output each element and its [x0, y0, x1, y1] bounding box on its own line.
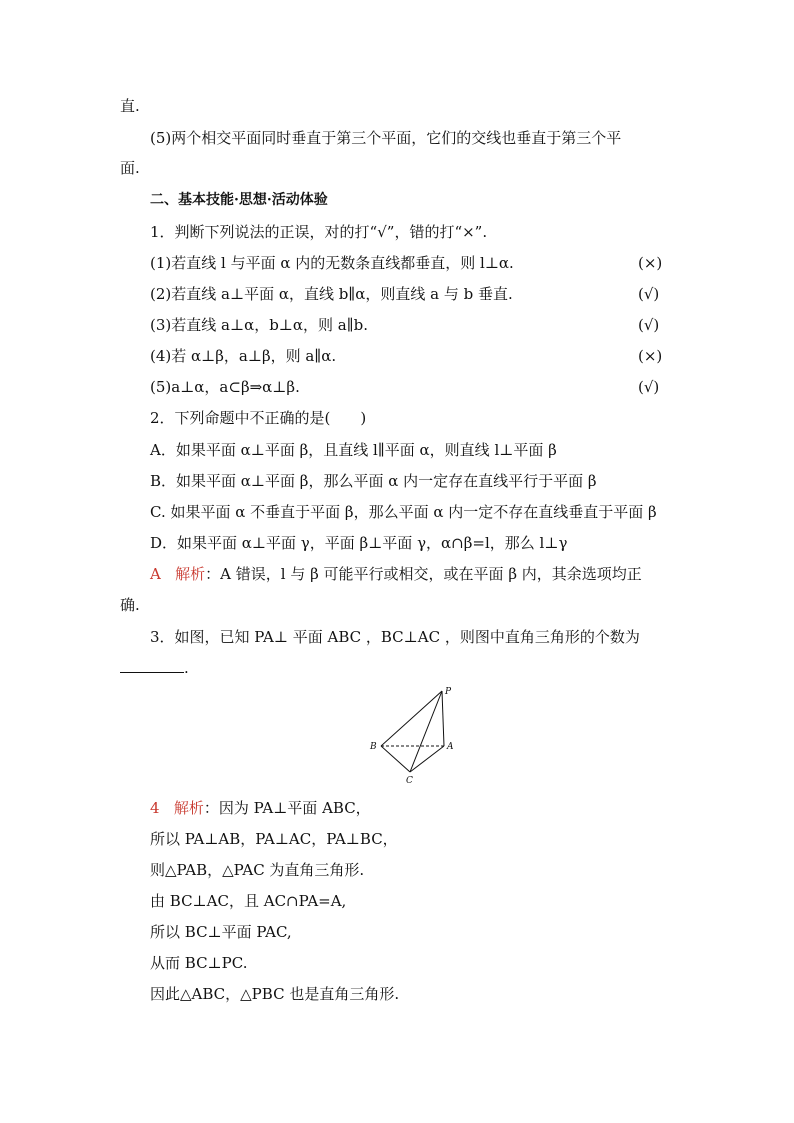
q1-item-3-mark: (√): [638, 316, 660, 334]
continued-text: 直.: [120, 97, 140, 115]
q2-analysis-line1: [150, 564, 642, 584]
q1-item-4-text: (4)若 α⊥β，a⊥β，则 a∥α.: [150, 347, 337, 365]
q2-option-c: C. 如果平面 α 不垂直于平面 β，那么平面 α 内一定不存在直线垂直于平面 β: [150, 503, 657, 521]
q1-item-2-text: (2)若直线 a⊥平面 α，直线 b∥α，则直线 a 与 b 垂直.: [150, 285, 513, 303]
statement-5-line2: 面.: [120, 159, 140, 177]
edge-BC: [381, 746, 410, 772]
q1-item-2-mark: (√): [638, 285, 660, 303]
question-1-stem: 1．判断下列说法的正误，对的打“√”，错的打“×”.: [150, 223, 488, 241]
q2-option-d: D．如果平面 α⊥平面 γ，平面 β⊥平面 γ，α∩β=l，那么 l⊥γ: [150, 534, 568, 552]
label-A: A: [447, 742, 454, 752]
q3-analysis-line2: 所以 PA⊥AB，PA⊥AC，PA⊥BC，: [150, 830, 398, 848]
edge-PB: [381, 691, 442, 746]
q3-analysis-line4: 由 BC⊥AC，且 AC∩PA=A,: [150, 892, 347, 910]
q2-analysis-line2: 确.: [120, 596, 140, 614]
q2-analysis-label: 解析: [175, 565, 206, 583]
label-P: P: [445, 687, 452, 697]
question-2-stem: 2．下列命题中不正确的是( ): [150, 409, 367, 427]
section-heading: 二、基本技能·思想·活动体验: [150, 192, 328, 208]
q3-analysis-line3: 则△PAB，△PAC 为直角三角形.: [150, 861, 365, 879]
q3-analysis-line1: [150, 798, 371, 818]
edge-PA: [442, 691, 444, 746]
q3-analysis-label: 解析: [173, 799, 204, 817]
tetrahedron-figure: [366, 682, 466, 788]
q2-analysis-text: ：A 错误，l 与 β 可能平行或相交，或在平面 β 内，其余选项均正: [205, 565, 642, 583]
q3-answer: 4: [150, 799, 160, 817]
question-3-stem: 3．如图，已知 PA⊥ 平面 ABC ，BC⊥AC ，则图中直角三角形的个数为: [150, 628, 640, 646]
q1-item-4-mark: (×): [638, 347, 663, 365]
q3-analysis-text: ：因为 PA⊥平面 ABC，: [203, 799, 371, 817]
statement-5-line1: (5)两个相交平面同时垂直于第三个平面，它们的交线也垂直于第三个平: [150, 129, 622, 147]
q2-option-a: A．如果平面 α⊥平面 β，且直线 l∥平面 α，则直线 l⊥平面 β: [150, 441, 557, 459]
q1-item-3-text: (3)若直线 a⊥α，b⊥α，则 a∥b.: [150, 316, 369, 334]
q2-answer: A: [150, 565, 161, 583]
question-3-blank-line: [120, 658, 189, 678]
q1-item-1-text: (1)若直线 l 与平面 α 内的无数条直线都垂直，则 l⊥α.: [150, 254, 514, 272]
q3-analysis-line7: 因此△ABC，△PBC 也是直角三角形.: [150, 985, 400, 1003]
q1-item-1-mark: (×): [638, 254, 663, 272]
answer-blank: [120, 658, 184, 673]
q3-analysis-line6: 从而 BC⊥PC.: [150, 954, 248, 972]
q2-option-b: B．如果平面 α⊥平面 β，那么平面 α 内一定存在直线平行于平面 β: [150, 472, 597, 490]
q3-analysis-line5: 所以 BC⊥平面 PAC,: [150, 923, 292, 941]
q1-item-5-mark: (√): [638, 378, 660, 396]
label-C: C: [406, 776, 413, 786]
q1-item-5-text: (5)a⊥α，a⊂β⇒α⊥β.: [150, 378, 300, 396]
label-B: B: [370, 742, 377, 752]
question-3-stem-end: .: [184, 659, 189, 677]
